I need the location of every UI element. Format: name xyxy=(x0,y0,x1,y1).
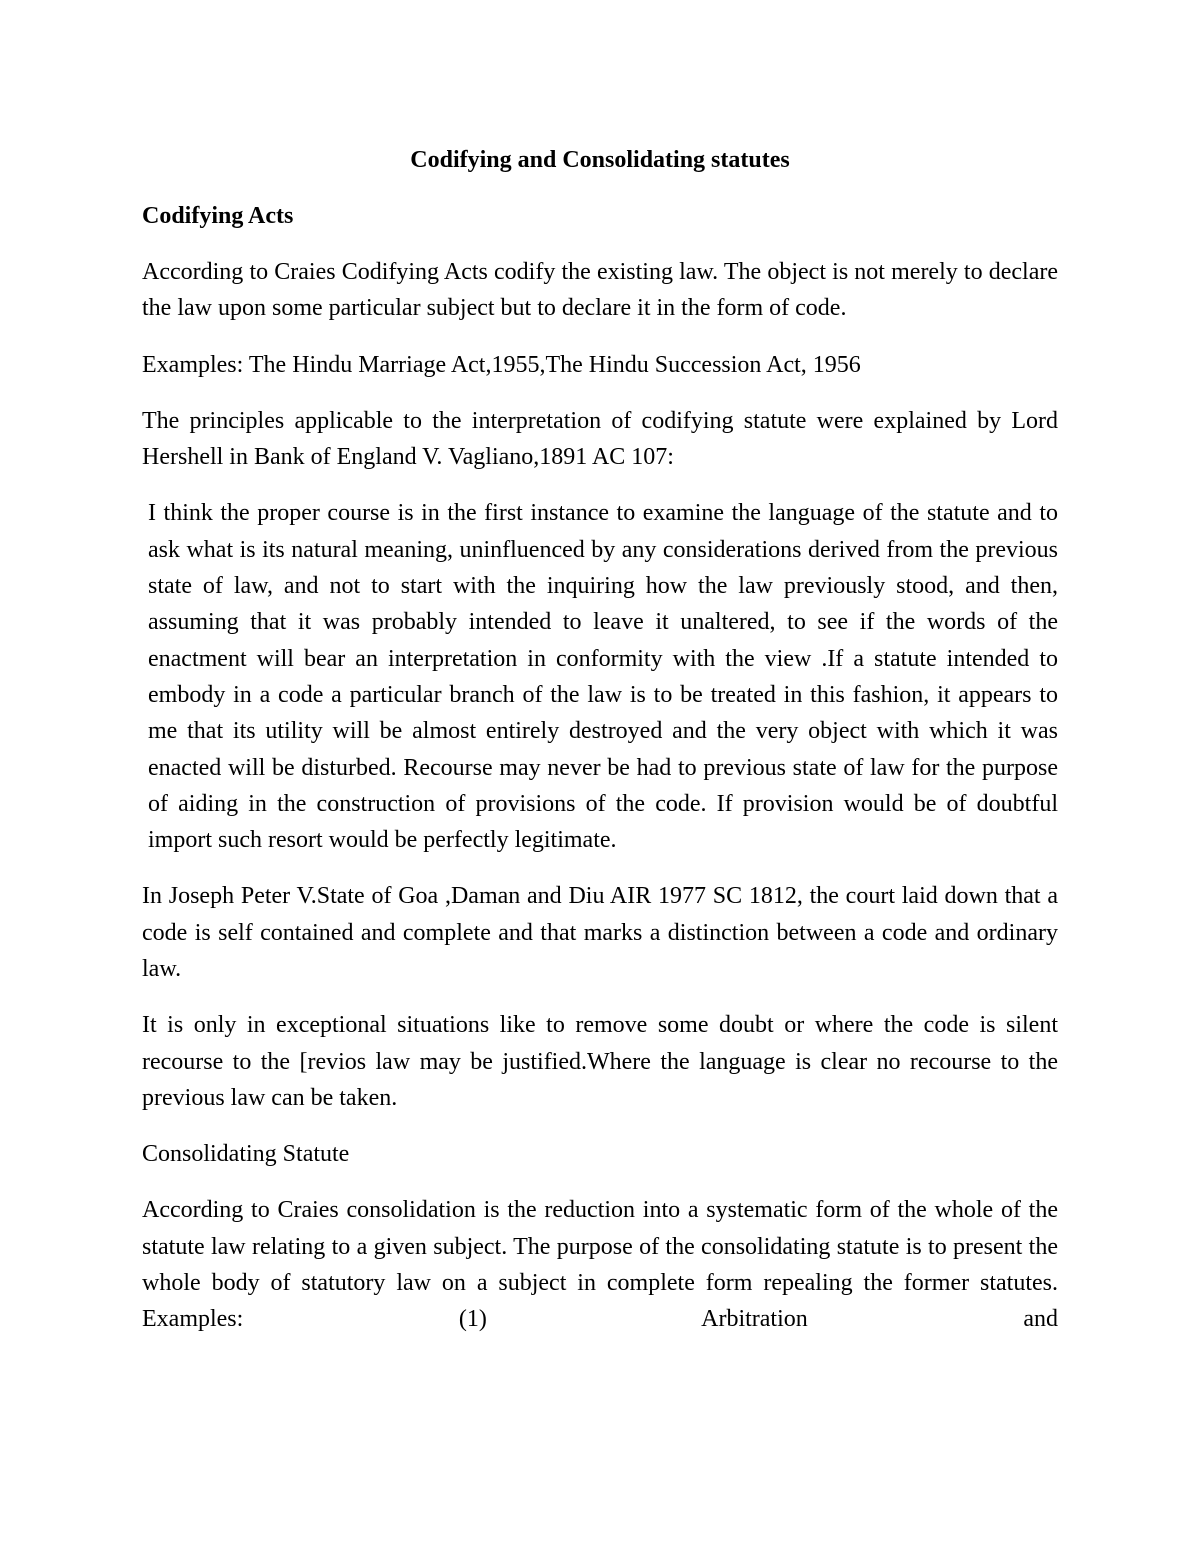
paragraph-examples: Examples: The Hindu Marriage Act,1955,The Hindu Succession Act, 1956 xyxy=(142,351,861,378)
paragraph-quotation: I think the proper course is in the first instance to examine the language of the statute and to ask what is its natural meaning, uninfluenced by any considerations derived from the previous state of law, and not to start with the inquiring how the law previously stood, and then, assuming that it was probably intended to leave it unaltered, to see if the words of the enactment will bear an interpretation in conformity with the view .If a statute intended to embody in a code a particular branch of the law is to be treated in this fashion, it appears to me that its utility will be almost entirely destroyed and the very object with which it was enacted will be disturbed. Recourse may never be had to previous state of law for the purpose of aiding in the construction of provisions of the code. If provision would be of doubtful import such resort would be perfectly legitimate. xyxy=(148,500,1058,854)
paragraph-principles: The principles applicable to the interpretation of codifying statute were explained by Lord Hershell in Bank of England V. Vagliano,1891 AC 107: xyxy=(142,407,1058,471)
paragraph-craies-codifying: According to Craies Codifying Acts codify the existing law. The object is not merely to declare the law upon some particular subject but to declare it in the form of code. xyxy=(142,259,1058,322)
document-title: Codifying and Consolidating statutes xyxy=(410,147,790,173)
section-heading-codifying-acts: Codifying Acts xyxy=(142,203,294,229)
document-body xyxy=(142,142,1058,1357)
paragraph-joseph-peter: In Joseph Peter V.State of Goa ,Daman and Diu AIR 1977 SC 1812, the court laid down that a code is self contained and complete and that marks a distinction between a code and ordinary law. xyxy=(142,883,1058,983)
paragraph-exceptional-situations: It is only in exceptional situations like to remove some doubt or where the code is silent recourse to the [revios law may be justified.Where the language is clear no recourse to the previous law can be taken. xyxy=(142,1012,1058,1111)
section-heading-consolidating-statute: Consolidating Statute xyxy=(142,1141,350,1168)
paragraph-craies-consolidation: According to Craies consolidation is the reduction into a systematic form of the whole of the statute law relating to a given subject. The purpose of the consolidating statute is to present the whole body of statutory law on a subject in complete form repealing the former statutes. Examples: (1) Arbitration and xyxy=(142,1197,1058,1333)
